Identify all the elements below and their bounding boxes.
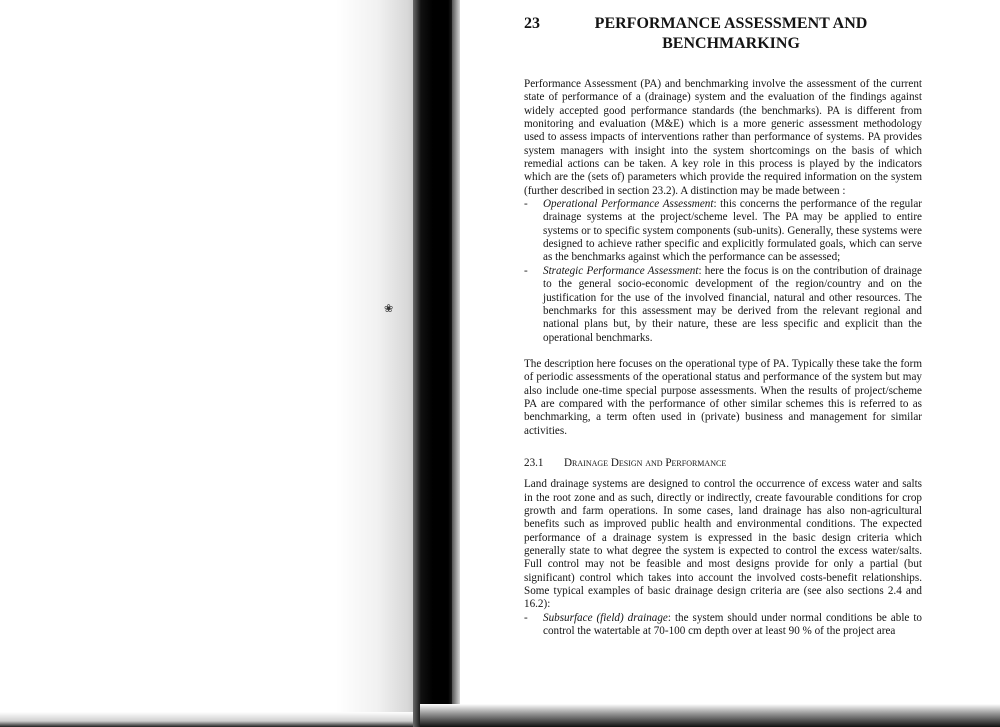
list-item-term: Subsurface (field) drainage bbox=[543, 611, 668, 624]
dash-bullet: - bbox=[524, 611, 528, 624]
list-item-term: Operational Performance Assessment bbox=[543, 198, 714, 211]
book-spine-shadow bbox=[413, 0, 457, 727]
list-item-text: : here the focus is on the contribution of drainage to the general socio-economic development of the region/country and on the justification for the use of the involved financial, natural and other resources. The benchmarks for this assessment may be derived from the relevant regional and national plans but, by their nature, these are less specific and explicit than the operational benchmarks. bbox=[543, 264, 922, 344]
dash-bullet: - bbox=[524, 198, 528, 211]
list-item bbox=[524, 265, 922, 345]
chapter-heading bbox=[524, 14, 922, 54]
section-number: 23.1 bbox=[524, 456, 544, 469]
right-page-content bbox=[524, 14, 922, 638]
distinction-list bbox=[524, 198, 922, 345]
description-paragraph: The description here focuses on the operational type of PA. Typically these take the form of periodic assessments of the operational status and performance of the system but may also include one-time special purpose assessments. When the results of project/scheme PA are compared with the performance of other similar schemes this is referred to as benchmarking, a term often used in (private) business and management for similar activities. bbox=[524, 357, 922, 437]
chapter-title: PERFORMANCE ASSESSMENT AND BENCHMARKING bbox=[594, 15, 868, 52]
section-body-paragraph: Land drainage systems are designed to control the occurrence of excess water and salts in the root zone and as such, directly or indirectly, create favourable conditions for crop growth and farm operations. In some cases, land drainage has also non-agricultural benefits such as improved public health and environmental conditions. The expected performance of a drainage system is expressed in the basic design criteria which generally state to what degree the system is expected to control the excess water/salts. Full control may not be feasible and most designs provide for only a partial (but significant) control which takes into account the involved costs-benefit relationships. Some typical examples of basic drainage design criteria are (see also sections 2.4 and 16.2): bbox=[524, 478, 922, 611]
bottom-scan-shadow bbox=[420, 704, 1000, 727]
list-item bbox=[524, 198, 922, 265]
list-item-text: : this concerns the performance of the regular drainage systems at the project/scheme level. The PA may be applied to entire systems or to specific system components (sub-units). Generally, these systems were designed to achieve rather specific and explicitly formulated goals, which can serve as the benchmarks against which the performance can be assessed; bbox=[543, 198, 922, 264]
intro-paragraph: Performance Assessment (PA) and benchmarking involve the assessment of the current state of performance of a (drainage) system and the evaluation of the findings against widely accepted good performance standards (the benchmarks). PA is different from monitoring and evaluation (M&E) which is a more generic assessment methodology used to assess impacts of interventions rather than performance of systems. PA provides system managers with insight into the system shortcomings on the basis of which remedial actions can be taken. A key role in this process is played by the indicators which are the (sets of) parameters which provide the required information on the system (further described in section 23.2). A distinction may be made between : bbox=[524, 78, 922, 197]
list-item-term: Strategic Performance Assessment bbox=[543, 264, 699, 277]
design-criteria-list bbox=[524, 612, 922, 639]
spine-edge-gradient bbox=[452, 0, 460, 727]
section-title: Drainage Design and Performance bbox=[564, 456, 727, 469]
margin-smudge-mark: ❀ bbox=[384, 302, 394, 315]
list-item-text: : the system should under normal conditions be able to control the watertable at 70-100 cm depth over at least 90 % of the project area bbox=[543, 611, 922, 638]
left-page-blank bbox=[0, 0, 420, 727]
chapter-number: 23 bbox=[524, 15, 540, 32]
section-heading bbox=[524, 457, 922, 470]
dash-bullet: - bbox=[524, 264, 528, 277]
list-item bbox=[524, 612, 922, 639]
left-page-bottom-shadow bbox=[0, 712, 430, 727]
